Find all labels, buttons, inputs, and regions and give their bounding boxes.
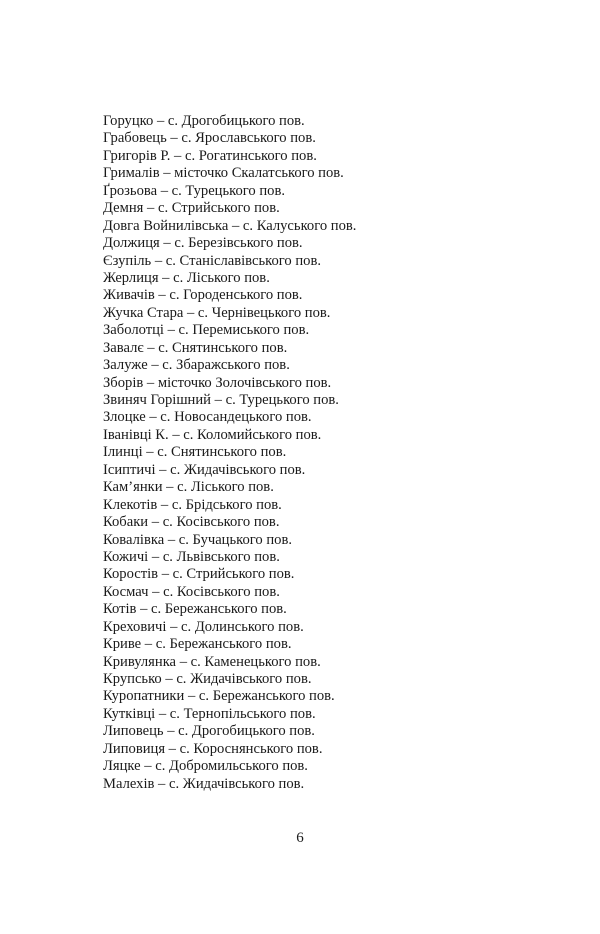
list-item: Космач – с. Косівського пов. [103, 583, 280, 600]
list-item: Криве – с. Бережанського пов. [103, 636, 292, 653]
page-content [103, 113, 503, 793]
list-item: Заболотці – с. Перемиського пов. [103, 322, 310, 339]
list-item: Жерлиця – с. Ліського пов. [103, 269, 270, 286]
list-item: Малехів – с. Жидачівського пов. [103, 775, 305, 792]
list-item: Должиця – с. Березівського пов. [103, 235, 303, 252]
list-item: Грималів – місточко Скалатського пов. [103, 165, 344, 182]
list-item: Звиняч Горішний – с. Турецького пов. [103, 392, 339, 408]
list-item: Залуже – с. Збаражського пов. [103, 357, 290, 374]
list-item: Котів – с. Бережанського пов. [103, 601, 287, 618]
list-item: Іванівці К. – с. Коломийського пов. [103, 426, 322, 443]
list-item: Ісиптичі – с. Жидачівського пов. [103, 461, 306, 478]
list-item: Горуцко – с. Дрогобицького пов. [103, 113, 305, 129]
list-item: Жучка Стара – с. Чернівецького пов. [103, 304, 331, 321]
list-item: Ґрозьова – с. Турецького пов. [103, 182, 286, 199]
list-item: Ляцке – с. Добромильського пов. [103, 758, 308, 775]
list-item: Липовиця – с. Короснянського пов. [103, 740, 323, 757]
list-item: Живачів – с. Городенського пов. [103, 287, 303, 304]
list-item: Креховичі – с. Долинського пов. [103, 618, 304, 635]
list-item: Крупсько – с. Жидачівського пов. [103, 671, 312, 687]
list-item: Кобаки – с. Косівського пов. [103, 514, 280, 531]
list-item: Кам’янки – с. Ліського пов. [103, 479, 274, 496]
list-item: Завалє – с. Снятинського пов. [103, 339, 288, 356]
list-item: Григорів Р. – с. Рогатинського пов. [103, 147, 317, 164]
place-list [103, 113, 503, 793]
list-item: Куропатники – с. Бережанського пов. [103, 688, 335, 705]
page-number: 6 [296, 830, 304, 846]
list-item: Липовець – с. Дрогобицького пов. [103, 723, 315, 740]
list-item: Злоцке – с. Новосандецького пов. [103, 409, 312, 426]
list-item: Клекотів – с. Брідського пов. [103, 496, 282, 513]
list-item: Ковалівка – с. Бучацького пов. [103, 531, 293, 548]
list-item: Зборів – місточко Золочівського пов. [103, 374, 332, 391]
list-item: Єзупіль – с. Станіславівського пов. [103, 252, 321, 269]
list-item: Ілинці – с. Снятинського пов. [103, 444, 287, 461]
list-item: Довга Войнилівська – с. Калуського пов. [103, 217, 357, 234]
list-item: Кутківці – с. Тернопільського пов. [103, 705, 316, 722]
list-item: Кривулянка – с. Каменецького пов. [103, 653, 321, 670]
list-item: Коростів – с. Стрийського пов. [103, 566, 295, 583]
list-item: Демня – с. Стрийського пов. [103, 200, 280, 217]
list-item: Кожичі – с. Львівського пов. [103, 548, 280, 565]
list-item: Грабовець – с. Ярославського пов. [103, 130, 316, 147]
